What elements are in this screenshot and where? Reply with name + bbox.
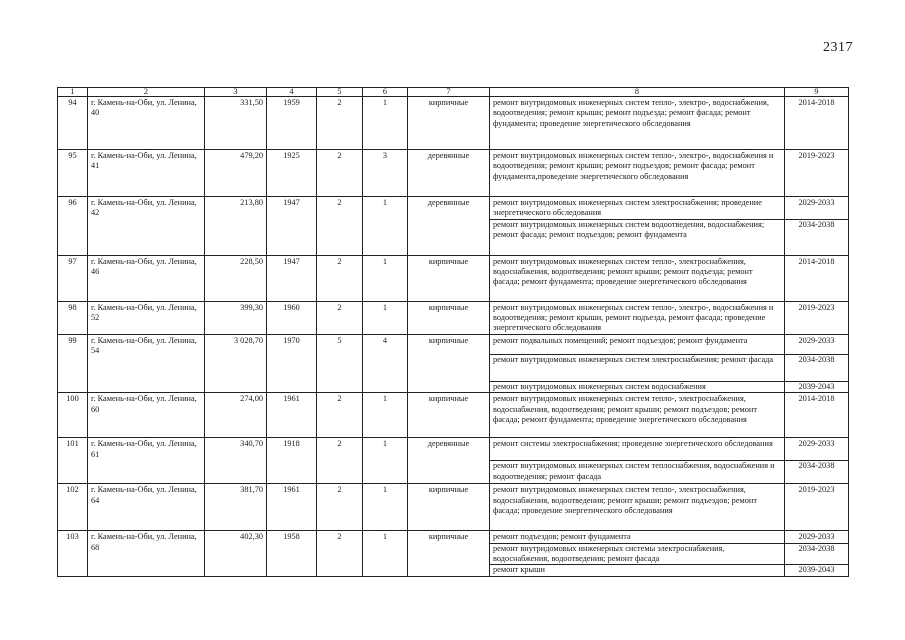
floors-cell: 2	[317, 484, 363, 531]
entrances-cell: 1	[363, 97, 408, 150]
area-cell: 381,70	[205, 484, 267, 531]
area-cell: 228,50	[205, 255, 267, 301]
floors-cell: 5	[317, 334, 363, 392]
address-cell: г. Камень-на-Оби, ул. Ленина, 41	[88, 150, 205, 197]
wall-material-cell: деревянные	[408, 197, 490, 256]
floors-cell: 2	[317, 393, 363, 438]
row-number: 101	[58, 438, 88, 484]
works-cell: ремонт внутридомовых инженерных систем теплоснабжения, водоснабжения и водоотведения; ремонт фасада	[490, 461, 785, 484]
works-cell: ремонт внутридомовых инженерных систем тепло-, электроснабжения, водоснабжения, водоотведения; ремонт крыши; ремонт подъезда; ремонт фасада; ремонт фундамента; проведение энергетического обследования	[490, 255, 785, 301]
address-cell: г. Камень-на-Оби, ул. Ленина, 42	[88, 197, 205, 256]
header-cell: 4	[267, 88, 317, 97]
works-cell: ремонт внутридомовых инженерных систем тепло-, электро-, водоснабжения, водоотведения; ремонт крыши; ремонт подъезда; ремонт фасада; ремонт фундамента; проведение энергетического обследования	[490, 97, 785, 150]
row-number: 103	[58, 531, 88, 576]
header-cell: 2	[88, 88, 205, 97]
works-cell: ремонт системы электроснабжения; проведение энергетического обследования	[490, 438, 785, 461]
table-body	[58, 97, 849, 577]
wall-material-cell: кирпичные	[408, 334, 490, 392]
header-cell: 6	[363, 88, 408, 97]
entrances-cell: 1	[363, 255, 408, 301]
table-row	[58, 334, 849, 354]
area-cell: 274,00	[205, 393, 267, 438]
row-number: 99	[58, 334, 88, 392]
page-number: 2317	[823, 40, 853, 55]
period-cell: 2029-2033	[785, 334, 849, 354]
row-number: 95	[58, 150, 88, 197]
period-cell: 2034-2038	[785, 219, 849, 255]
floors-cell: 2	[317, 255, 363, 301]
table-row	[58, 197, 849, 220]
works-cell: ремонт внутридомовых инженерных систем тепло-, электро-, водоснабжения и водоотведения; ремонт крыши; ремонт подъездов; ремонт фасада; ремонт фундамента,проведение энергетического обследования	[490, 150, 785, 197]
area-cell: 3 028,70	[205, 334, 267, 392]
area-cell: 399,30	[205, 301, 267, 334]
floors-cell: 2	[317, 97, 363, 150]
year-cell: 1961	[267, 484, 317, 531]
works-cell: ремонт крыши	[490, 565, 785, 576]
address-cell: г. Камень-на-Оби, ул. Ленина, 61	[88, 438, 205, 484]
header-cell: 7	[408, 88, 490, 97]
row-number: 96	[58, 197, 88, 256]
row-number: 97	[58, 255, 88, 301]
row-number: 98	[58, 301, 88, 334]
period-cell: 2014-2018	[785, 255, 849, 301]
year-cell: 1970	[267, 334, 317, 392]
wall-material-cell: кирпичные	[408, 393, 490, 438]
period-cell: 2034-2038	[785, 461, 849, 484]
entrances-cell: 1	[363, 484, 408, 531]
works-cell: ремонт внутридомовых инженерных систем электроснабжения; проведение энергетического обследования	[490, 197, 785, 220]
entrances-cell: 1	[363, 531, 408, 576]
year-cell: 1961	[267, 393, 317, 438]
row-number: 102	[58, 484, 88, 531]
period-cell: 2029-2033	[785, 438, 849, 461]
floors-cell: 2	[317, 150, 363, 197]
entrances-cell: 4	[363, 334, 408, 392]
period-cell: 2034-2038	[785, 543, 849, 565]
address-cell: г. Камень-на-Оби, ул. Ленина, 46	[88, 255, 205, 301]
entrances-cell: 1	[363, 393, 408, 438]
works-cell: ремонт внутридомовых инженерных систем водоотведения, водоснабжения; ремонт фасада; ремонт подъездов; ремонт фундамента	[490, 219, 785, 255]
area-cell: 340,70	[205, 438, 267, 484]
wall-material-cell: кирпичные	[408, 531, 490, 576]
area-cell: 331,50	[205, 97, 267, 150]
works-cell: ремонт подъездов; ремонт фундамента	[490, 531, 785, 543]
wall-material-cell: кирпичные	[408, 255, 490, 301]
period-cell: 2034-2038	[785, 354, 849, 381]
works-cell: ремонт внутридомовых инженерных систем водоснабжения	[490, 381, 785, 392]
wall-material-cell: деревянные	[408, 150, 490, 197]
table-row	[58, 97, 849, 150]
area-cell: 479,20	[205, 150, 267, 197]
table-row	[58, 484, 849, 531]
works-cell: ремонт внутридомовых инженерных систем тепло-, электроснабжения, водоснабжения, водоотведения; ремонт крыши; ремонт подъездов; ремонт фасада; проведение энергетического обследования	[490, 484, 785, 531]
works-cell: ремонт внутридомовых инженерных систем тепло-, электро-, водоснабжения и водоотведения; ремонт крыши, ремонт подъезда, ремонт фасада; проведение энергетического обследования	[490, 301, 785, 334]
row-number: 100	[58, 393, 88, 438]
period-cell: 2019-2023	[785, 150, 849, 197]
works-cell: ремонт подвальных помещений; ремонт подъездов; ремонт фундамента	[490, 334, 785, 354]
address-cell: г. Камень-на-Оби, ул. Ленина, 60	[88, 393, 205, 438]
works-cell: ремонт внутридомовых инженерных системы электроснабжения, водоснабжения, водоотведения; ремонт фасада	[490, 543, 785, 565]
year-cell: 1918	[267, 438, 317, 484]
address-cell: г. Камень-на-Оби, ул. Ленина, 54	[88, 334, 205, 392]
table-row	[58, 393, 849, 438]
floors-cell: 2	[317, 301, 363, 334]
period-cell: 2019-2023	[785, 301, 849, 334]
year-cell: 1947	[267, 255, 317, 301]
period-cell: 2014-2018	[785, 97, 849, 150]
entrances-cell: 1	[363, 301, 408, 334]
table-row	[58, 301, 849, 334]
header-cell: 8	[490, 88, 785, 97]
header-cell: 3	[205, 88, 267, 97]
address-cell: г. Камень-на-Оби, ул. Ленина, 64	[88, 484, 205, 531]
table-row	[58, 531, 849, 543]
table-row	[58, 438, 849, 461]
works-cell: ремонт внутридомовых инженерных систем тепло-, электроснабжения, водоснабжения, водоотведения; ремонт крыши; ремонт подъездов; ремонт фасада; ремонт фундамента; проведение энергетического обследования	[490, 393, 785, 438]
wall-material-cell: кирпичные	[408, 301, 490, 334]
period-cell: 2039-2043	[785, 565, 849, 576]
floors-cell: 2	[317, 531, 363, 576]
header-cell: 5	[317, 88, 363, 97]
area-cell: 402,30	[205, 531, 267, 576]
area-cell: 213,80	[205, 197, 267, 256]
address-cell: г. Камень-на-Оби, ул. Ленина, 40	[88, 97, 205, 150]
floors-cell: 2	[317, 438, 363, 484]
floors-cell: 2	[317, 197, 363, 256]
address-cell: г. Камень-на-Оби, ул. Ленина, 68	[88, 531, 205, 576]
header-cell: 9	[785, 88, 849, 97]
header-row	[58, 88, 849, 97]
wall-material-cell: кирпичные	[408, 97, 490, 150]
year-cell: 1925	[267, 150, 317, 197]
year-cell: 1947	[267, 197, 317, 256]
header-cell: 1	[58, 88, 88, 97]
wall-material-cell: кирпичные	[408, 484, 490, 531]
table-row	[58, 255, 849, 301]
address-cell: г. Камень-на-Оби, ул. Ленина, 52	[88, 301, 205, 334]
period-cell: 2039-2043	[785, 381, 849, 392]
year-cell: 1958	[267, 531, 317, 576]
year-cell: 1960	[267, 301, 317, 334]
wall-material-cell: деревянные	[408, 438, 490, 484]
works-cell: ремонт внутридомовых инженерных систем электроснабжения; ремонт фасада	[490, 354, 785, 381]
entrances-cell: 1	[363, 438, 408, 484]
period-cell: 2029-2033	[785, 531, 849, 543]
row-number: 94	[58, 97, 88, 150]
period-cell: 2014-2018	[785, 393, 849, 438]
housing-repair-table	[57, 87, 849, 577]
entrances-cell: 3	[363, 150, 408, 197]
table-row	[58, 150, 849, 197]
year-cell: 1959	[267, 97, 317, 150]
period-cell: 2029-2033	[785, 197, 849, 220]
entrances-cell: 1	[363, 197, 408, 256]
period-cell: 2019-2023	[785, 484, 849, 531]
